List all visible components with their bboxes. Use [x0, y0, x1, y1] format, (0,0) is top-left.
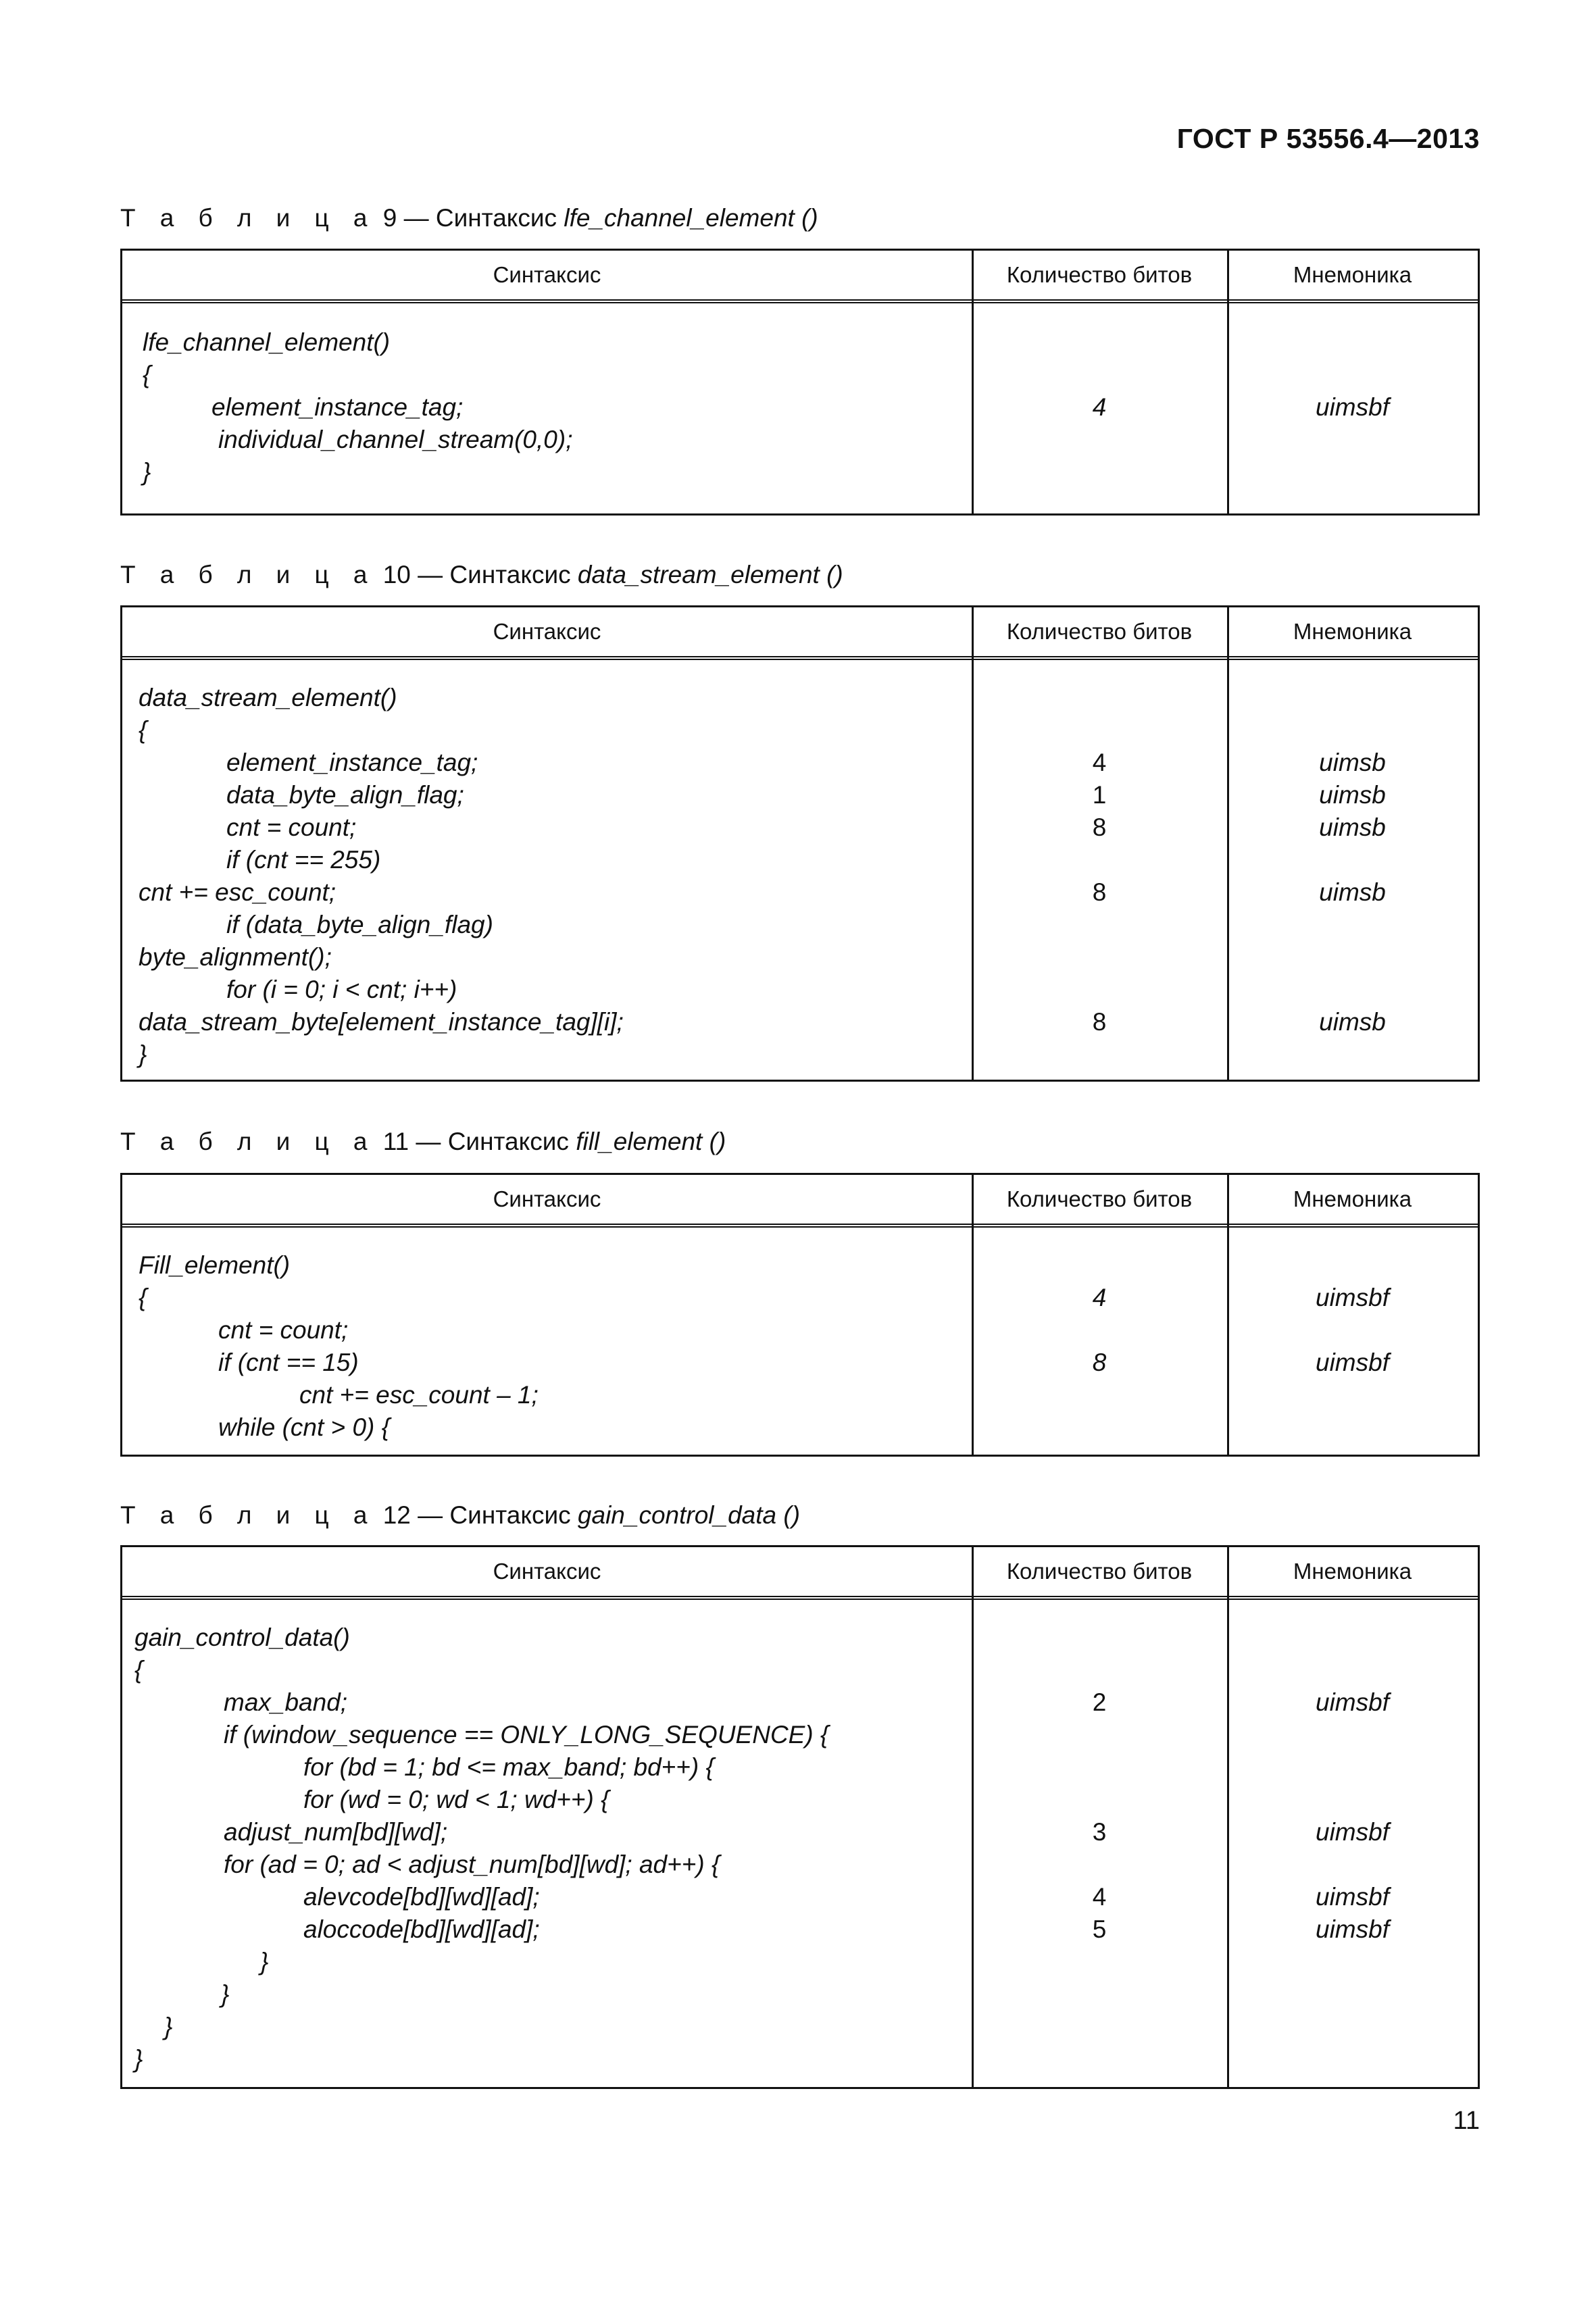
syntax-line: alevcode[bd][wd][ad]; — [303, 1883, 540, 1911]
column-divider — [972, 1175, 974, 1455]
syntax-line: { — [143, 361, 151, 388]
table-header — [122, 251, 1478, 303]
caption-label: Т а б л и ц а — [120, 561, 376, 588]
header-syntax: Синтаксис — [493, 1559, 601, 1584]
bits-value: 4 — [1092, 393, 1107, 421]
syntax-line: for (i = 0; i < cnt; i++) — [226, 976, 457, 1003]
mnemonic-value: uimsbf — [1316, 1284, 1389, 1311]
syntax-line: data_stream_element() — [139, 684, 397, 711]
header-syntax: Синтаксис — [493, 619, 601, 644]
header-syntax: Синтаксис — [493, 1186, 601, 1211]
bits-value: 4 — [1092, 1883, 1107, 1911]
mnemonic-value: uimsb — [1319, 813, 1386, 841]
syntax-line: } — [143, 458, 151, 486]
syntax-line: element_instance_tag; — [211, 393, 464, 421]
table-10-caption — [120, 561, 843, 589]
header-mnemonic: Мнемоника — [1293, 262, 1412, 287]
mnemonic-value: uimsb — [1319, 878, 1386, 906]
bits-value: 4 — [1092, 749, 1107, 776]
syntax-line: cnt = count; — [226, 813, 357, 841]
syntax-line: for (wd = 0; wd < 1; wd++) { — [303, 1786, 609, 1813]
mnemonic-value: uimsbf — [1316, 1818, 1389, 1846]
caption-prefix: — Синтаксис — [418, 561, 571, 588]
syntax-line: for (bd = 1; bd <= max_band; bd++) { — [303, 1753, 714, 1781]
syntax-line: } — [260, 1948, 269, 1976]
caption-number: 9 — [382, 204, 397, 232]
mnemonic-value: uimsb — [1319, 1008, 1386, 1036]
syntax-line: } — [134, 2045, 143, 2073]
syntax-line: { — [134, 1656, 143, 1684]
caption-name: gain_control_data () — [577, 1501, 801, 1529]
mnemonic-value: uimsbf — [1316, 1349, 1389, 1376]
syntax-line: aloccode[bd][wd][ad]; — [303, 1915, 540, 1943]
syntax-line: data_byte_align_flag; — [226, 781, 464, 809]
syntax-line: lfe_channel_element() — [143, 328, 391, 356]
bits-value: 8 — [1092, 1349, 1107, 1376]
bits-value: 3 — [1092, 1818, 1107, 1846]
header-mnemonic: Мнемоника — [1293, 1186, 1412, 1211]
syntax-line: gain_control_data() — [134, 1624, 350, 1651]
syntax-line: adjust_num[bd][wd]; — [224, 1818, 448, 1846]
header-mnemonic: Мнемоника — [1293, 1559, 1412, 1584]
caption-prefix: — Синтаксис — [416, 1128, 569, 1155]
table-10 — [120, 605, 1480, 1082]
syntax-line: if (cnt == 15) — [218, 1349, 359, 1376]
header-syntax: Синтаксис — [493, 262, 601, 287]
syntax-line: cnt += esc_count; — [139, 878, 336, 906]
caption-label: Т а б л и ц а — [120, 204, 376, 232]
caption-prefix: — Синтаксис — [403, 204, 557, 232]
syntax-line: if (data_byte_align_flag) — [226, 911, 493, 938]
table-9-caption — [120, 204, 818, 232]
caption-label: Т а б л и ц а — [120, 1128, 376, 1155]
bits-value: 4 — [1092, 1284, 1107, 1311]
table-11 — [120, 1173, 1480, 1457]
mnemonic-value: uimsb — [1319, 749, 1386, 776]
syntax-line: for (ad = 0; ad < adjust_num[bd][wd]; ad++) { — [224, 1851, 720, 1878]
mnemonic-value: uimsbf — [1316, 393, 1389, 421]
table-11-caption — [120, 1128, 726, 1156]
header-bits: Количество битов — [1006, 262, 1193, 287]
syntax-line: } — [221, 1980, 230, 2008]
syntax-line: } — [164, 2013, 173, 2040]
caption-name: fill_element () — [576, 1128, 726, 1155]
bits-value: 2 — [1092, 1688, 1107, 1716]
column-divider — [1227, 251, 1229, 513]
caption-name: lfe_channel_element () — [564, 204, 818, 232]
syntax-line: element_instance_tag; — [226, 749, 478, 776]
syntax-line: while (cnt > 0) { — [218, 1413, 390, 1441]
syntax-line: cnt += esc_count – 1; — [299, 1381, 539, 1409]
table-12-caption — [120, 1501, 800, 1530]
bits-value: 8 — [1092, 813, 1107, 841]
mnemonic-value: uimsbf — [1316, 1915, 1389, 1943]
caption-label: Т а б л и ц а — [120, 1501, 376, 1529]
mnemonic-value: uimsbf — [1316, 1883, 1389, 1911]
syntax-line: } — [139, 1040, 147, 1068]
bits-value: 8 — [1092, 1008, 1107, 1036]
syntax-line: cnt = count; — [218, 1316, 349, 1344]
mnemonic-value: uimsb — [1319, 781, 1386, 809]
table-9 — [120, 249, 1480, 515]
caption-number: 10 — [382, 561, 411, 588]
caption-number: 11 — [382, 1128, 409, 1155]
header-bits: Количество битов — [1006, 619, 1193, 644]
syntax-line: if (cnt == 255) — [226, 846, 381, 874]
column-divider — [972, 251, 974, 513]
syntax-line: individual_channel_stream(0,0); — [218, 426, 573, 453]
syntax-line: if (window_sequence == ONLY_LONG_SEQUENCE) { — [224, 1721, 829, 1749]
caption-number: 12 — [382, 1501, 411, 1529]
header-bits: Количество битов — [1006, 1559, 1193, 1584]
header-bits: Количество битов — [1006, 1186, 1193, 1211]
mnemonic-value: uimsbf — [1316, 1688, 1389, 1716]
caption-prefix: — Синтаксис — [418, 1501, 571, 1529]
table-header — [122, 1547, 1478, 1600]
header-mnemonic: Мнемоника — [1293, 619, 1412, 644]
syntax-line: { — [139, 716, 147, 744]
syntax-line: Fill_element() — [139, 1251, 291, 1279]
page-number: 11 — [1453, 2107, 1480, 2135]
bits-value: 1 — [1092, 781, 1107, 809]
syntax-line: max_band; — [224, 1688, 348, 1716]
column-divider — [1227, 1175, 1229, 1455]
syntax-line: data_stream_byte[element_instance_tag][i]; — [139, 1008, 624, 1036]
syntax-line: { — [139, 1284, 147, 1311]
caption-name: data_stream_element () — [577, 561, 843, 588]
table-header — [122, 1175, 1478, 1228]
bits-value: 5 — [1092, 1915, 1107, 1943]
standard-designation: ГОСТ Р 53556.4—2013 — [1176, 123, 1480, 154]
table-12 — [120, 1545, 1480, 2089]
syntax-line: byte_alignment(); — [139, 943, 332, 971]
bits-value: 8 — [1092, 878, 1107, 906]
table-header — [122, 607, 1478, 660]
